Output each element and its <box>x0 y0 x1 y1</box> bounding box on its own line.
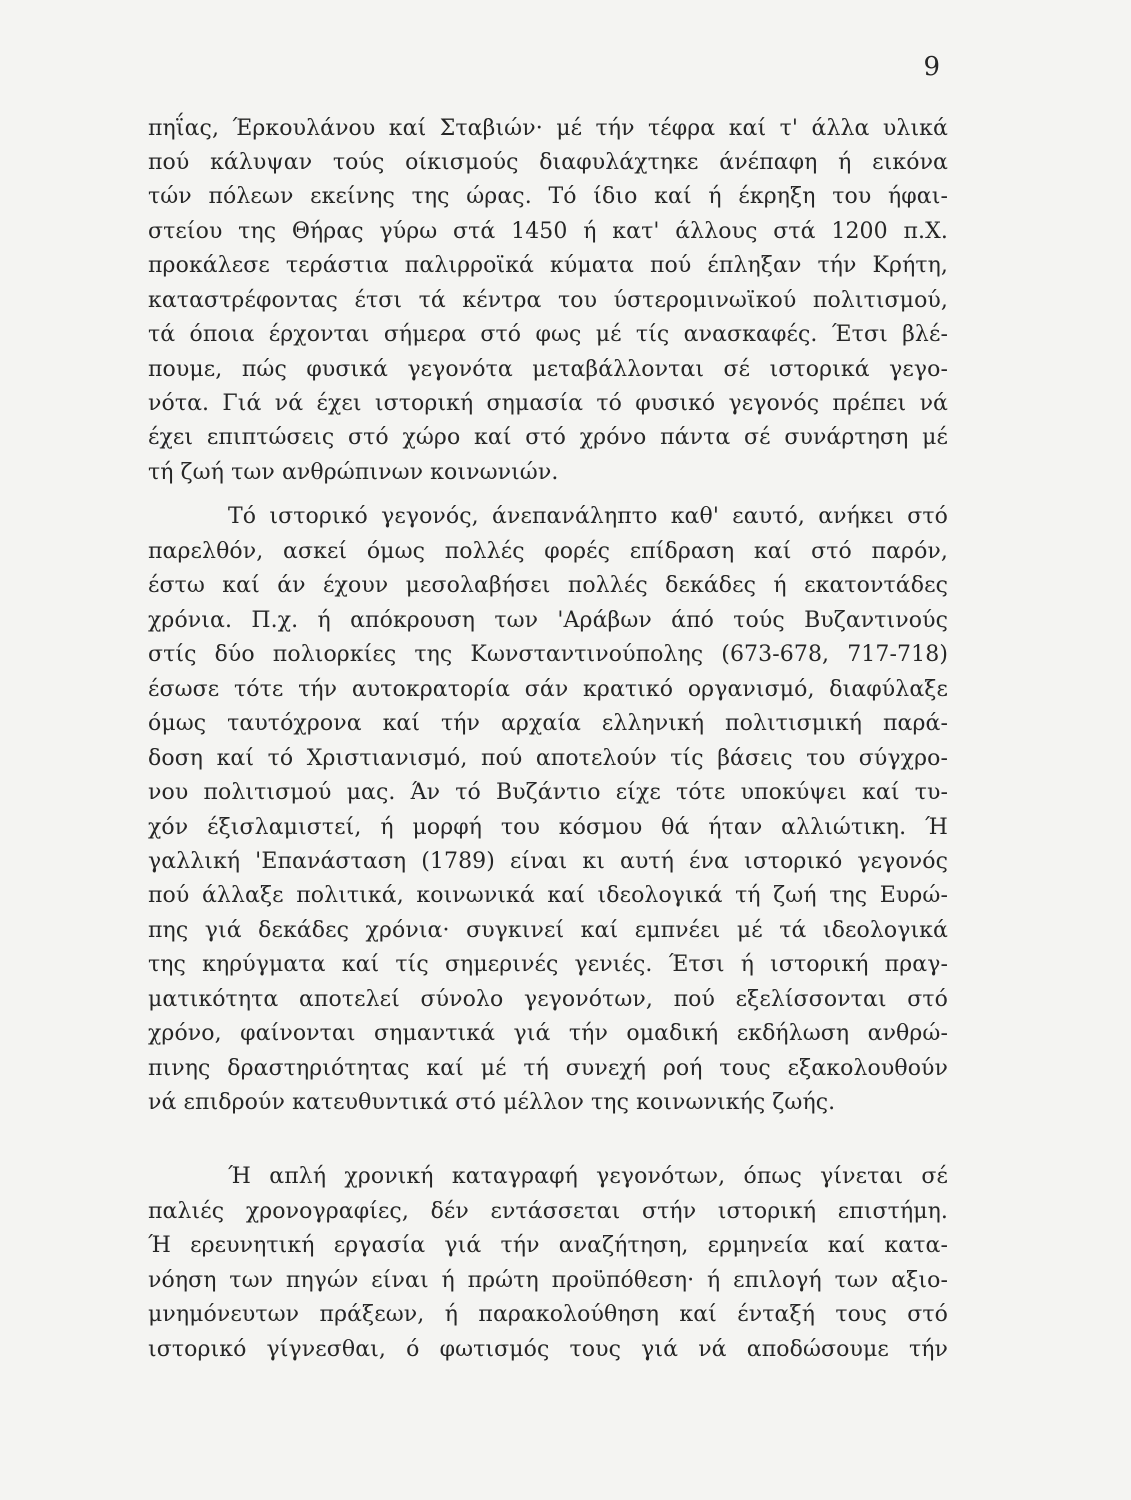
text-line: νά επιδρούν κατευθυντικά στό μέλλον της κοινωνικής ζωής. <box>148 1090 836 1115</box>
text-line: Τό ιστορικό γεγονός, άνεπανάληπτο καθ' εαυτό, ανήκει στό <box>228 504 948 529</box>
text-line: προκάλεσε τεράστια παλιρροϊκά κύματα πού έπληξαν τήν Κρήτη, <box>148 253 948 278</box>
text-line: μνημόνευτων πράξεων, ή παρακολούθηση καί ένταξή τους στό <box>148 1302 948 1327</box>
text-line: στείου της Θήρας γύρω στά 1450 ή κατ' άλλους στά 1200 π.Χ. <box>148 219 948 244</box>
text-line: ιστορικό γίγνεσθαι, ό φωτισμός τους γιά νά αποδώσουμε τήν <box>148 1337 948 1362</box>
text-line: πουμε, πώς φυσικά γεγονότα μεταβάλλονται σέ ιστορικά γεγο- <box>148 357 948 382</box>
text-line: πού άλλαξε πολιτικά, κοινωνικά καί ιδεολογικά τή ζωή της Ευρώ- <box>148 883 948 908</box>
text-line: όμως ταυτόχρονα καί τήν αρχαία ελληνική πολιτισμική παρά- <box>148 711 948 736</box>
text-line: πηΐας, Έρκουλάνου καί Σταβιών· μέ τήν τέφρα καί τ' άλλα υλικά <box>148 116 948 141</box>
text-line: ματικότητα αποτελεί σύνολο γεγονότων, πού εξελίσσονται στό <box>148 987 948 1012</box>
page-number: 9 <box>923 52 940 82</box>
text-line: χόν έξισλαμιστεί, ή μορφή του κόσμου θά ήταν αλλιώτικη. Ή <box>148 815 948 840</box>
text-line: τών πόλεων εκείνης της ώρας. Τό ίδιο καί ή έκρηξη του ήφαι- <box>148 184 948 209</box>
text-line: παλιές χρονογραφίες, δέν εντάσσεται στήν ιστορική επιστήμη. <box>148 1199 948 1224</box>
text-line: έσωσε τότε τήν αυτοκρατορία σάν κρατικό οργανισμό, διαφύλαξε <box>148 677 948 702</box>
text-line: στίς δύο πολιορκίες της Κωνσταντινούπολης (673-678, 717-718) <box>148 642 948 667</box>
text-line: της κηρύγματα καί τίς σημερινές γενιές. Έτσι ή ιστορική πραγ- <box>148 952 948 977</box>
text-line: τή ζωή των ανθρώπινων κοινωνιών. <box>148 460 559 485</box>
text-line: νότα. Γιά νά έχει ιστορική σημασία τό φυσικό γεγονός πρέπει νά <box>148 391 948 416</box>
text-line: τά όποια έρχονται σήμερα στό φως μέ τίς ανασκαφές. Έτσι βλέ- <box>148 322 948 347</box>
text-line: έχει επιπτώσεις στό χώρο καί στό χρόνο πάντα σέ συνάρτηση μέ <box>148 425 948 450</box>
text-line: έστω καί άν έχουν μεσολαβήσει πολλές δεκάδες ή εκατοντάδες <box>148 573 948 598</box>
text-line: καταστρέφοντας έτσι τά κέντρα του ύστερομινωϊκού πολιτισμού, <box>148 288 948 313</box>
text-line: χρόνο, φαίνονται σημαντικά γιά τήν ομαδική εκδήλωση ανθρώ- <box>148 1021 948 1046</box>
text-line: πης γιά δεκάδες χρόνια· συγκινεί καί εμπνέει μέ τά ιδεολογικά <box>148 918 948 943</box>
text-line: νόηση των πηγών είναι ή πρώτη προϋπόθεση· ή επιλογή των αξιο- <box>148 1268 948 1293</box>
text-line: Ή ερευνητική εργασία γιά τήν αναζήτηση, ερμηνεία καί κατα- <box>148 1233 948 1258</box>
text-line: γαλλική 'Επανάσταση (1789) είναι κι αυτή ένα ιστορικό γεγονός <box>148 849 948 874</box>
text-line: πού κάλυψαν τούς οίκισμούς διαφυλάχτηκε άνέπαφη ή εικόνα <box>148 150 948 175</box>
text-line: Ή απλή χρονική καταγραφή γεγονότων, όπως γίνεται σέ <box>228 1164 948 1189</box>
text-line: νου πολιτισμού μας. Άν τό Βυζάντιο είχε τότε υποκύψει καί τυ- <box>148 780 948 805</box>
text-line: δοση καί τό Χριστιανισμό, πού αποτελούν τίς βάσεις του σύγχρο- <box>148 746 948 771</box>
text-line: χρόνια. Π.χ. ή απόκρουση των 'Αράβων άπό τούς Βυζαντινούς <box>148 608 948 633</box>
text-line: πινης δραστηριότητας καί μέ τή συνεχή ροή τους εξακολουθούν <box>148 1056 948 1081</box>
text-line: παρελθόν, ασκεί όμως πολλές φορές επίδραση καί στό παρόν, <box>148 539 948 564</box>
